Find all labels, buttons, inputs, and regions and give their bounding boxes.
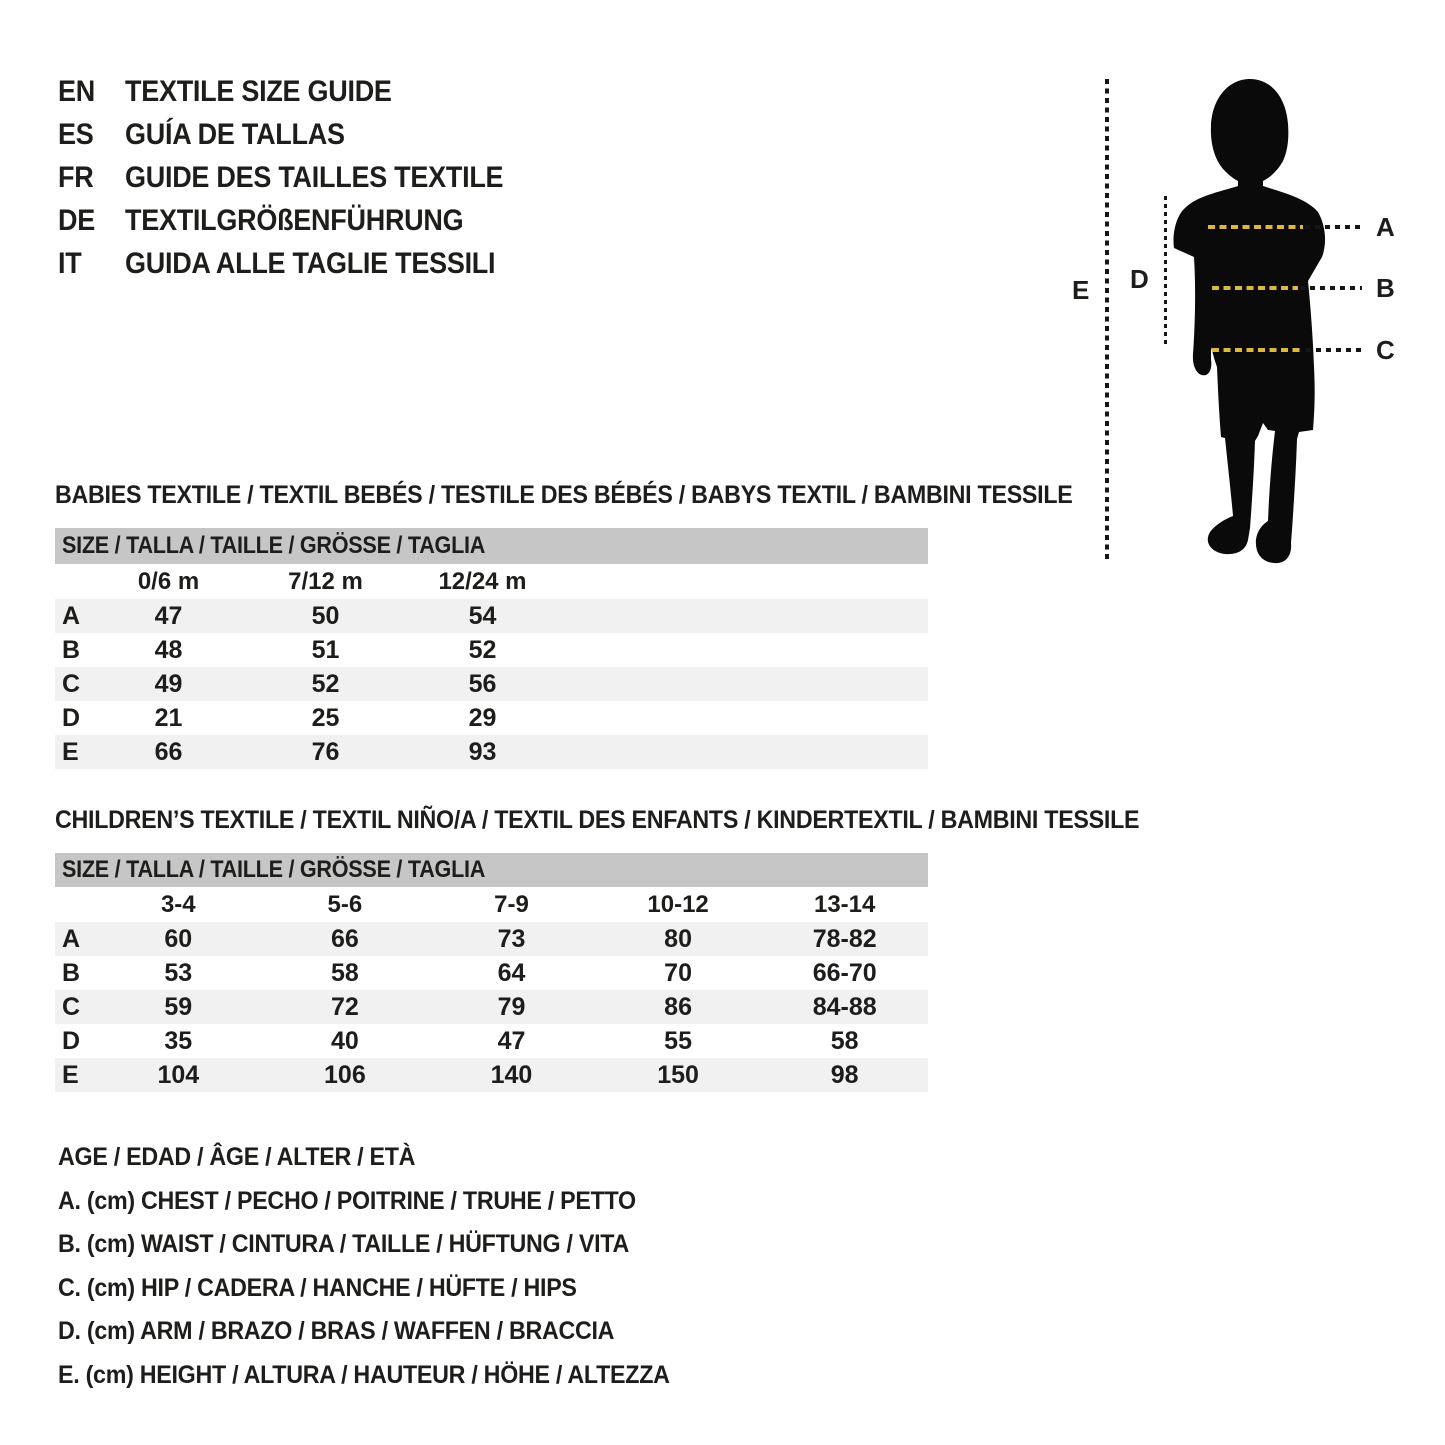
table-row — [55, 633, 928, 667]
language-row — [58, 156, 545, 199]
table-cell: 66-70 — [812, 958, 877, 987]
legend-line-hip: C. (cm) HIP / CADERA / HANCHE / HÜFTE / HIPS — [58, 1273, 577, 1302]
table-cell: 47 — [497, 1026, 526, 1055]
language-title-list — [58, 70, 545, 285]
measure-label-b: B — [1376, 273, 1395, 303]
guide-title: GUIDA ALLE TAGLIE TESSILI — [125, 246, 496, 280]
table-cell: 48 — [154, 635, 183, 664]
table-cell: 47 — [154, 601, 183, 630]
table-cell: 66 — [330, 924, 359, 953]
babies-size-table — [55, 528, 928, 769]
table-cell: 98 — [830, 1060, 859, 1089]
legend-line-height: E. (cm) HEIGHT / ALTURA / HAUTEUR / HÖHE / ALTEZZA — [58, 1360, 670, 1389]
language-row — [58, 113, 545, 156]
table-cell: 56 — [468, 669, 497, 698]
row-label: E — [62, 1060, 79, 1089]
table-cell: 52 — [468, 635, 497, 664]
size-header-bar: SIZE / TALLA / TAILLE / GRÖSSE / TAGLIA — [55, 853, 928, 887]
row-label: A — [62, 601, 81, 630]
table-cell: 58 — [830, 1026, 859, 1055]
table-cell: 50 — [311, 601, 340, 630]
row-label: B — [62, 635, 81, 664]
table-cell: 29 — [468, 703, 497, 732]
arm-measure-line-d — [1164, 196, 1167, 345]
table-cell: 49 — [154, 669, 183, 698]
guide-title: TEXTILE SIZE GUIDE — [125, 74, 392, 108]
table-cell: 64 — [497, 958, 526, 987]
table-row — [55, 922, 928, 956]
table-cell: 70 — [664, 958, 692, 987]
language-row — [58, 199, 545, 242]
size-header-bar: SIZE / TALLA / TAILLE / GRÖSSE / TAGLIA — [55, 528, 928, 564]
measurement-legend — [58, 1136, 716, 1397]
row-label: D — [62, 1026, 81, 1055]
table-cell: 80 — [664, 924, 692, 953]
table-row — [55, 990, 928, 1024]
table-cell: 60 — [164, 924, 193, 953]
table-row — [55, 667, 928, 701]
legend-line-waist: B. (cm) WAIST / CINTURA / TAILLE / HÜFTUNG / VITA — [58, 1230, 630, 1259]
table-cell: 40 — [330, 1026, 359, 1055]
language-code: FR — [58, 160, 94, 194]
table-cell: 140 — [490, 1060, 533, 1089]
column-header: 0/6 m — [137, 567, 200, 595]
legend-line-age: AGE / EDAD / ÂGE / ALTER / ETÀ — [58, 1143, 416, 1172]
column-header: 5-6 — [327, 890, 363, 918]
table-row — [55, 735, 928, 769]
table-cell: 84-88 — [812, 992, 877, 1021]
table-cell: 150 — [657, 1060, 699, 1089]
row-label: E — [62, 737, 79, 766]
measure-label-d: D — [1130, 264, 1149, 294]
guide-title: TEXTILGRÖßENFÜHRUNG — [125, 203, 464, 237]
measure-label-c: C — [1376, 335, 1395, 365]
table-cell: 104 — [157, 1060, 200, 1089]
table-cell: 79 — [497, 992, 526, 1021]
table-row — [55, 956, 928, 990]
language-row — [58, 70, 545, 113]
table-row — [55, 1058, 928, 1092]
table-cell: 66 — [154, 737, 183, 766]
language-row — [58, 242, 545, 285]
language-code: DE — [58, 203, 95, 237]
guide-title: GUIDE DES TAILLES TEXTILE — [125, 160, 504, 194]
children-size-table — [55, 853, 928, 1092]
table-row — [55, 1024, 928, 1058]
column-header: 7-9 — [494, 890, 529, 918]
column-header: 7/12 m — [288, 567, 363, 595]
table-cell: 52 — [311, 669, 340, 698]
table-cell: 53 — [164, 958, 193, 987]
table-cell: 93 — [468, 737, 497, 766]
hip-measure-dash-yellow — [1212, 348, 1304, 352]
table-cell: 54 — [468, 601, 497, 630]
children-section-title: CHILDREN’S TEXTILE / TEXTIL NIÑO/A / TEXTIL DES ENFANTS / KINDERTEXTIL / BAMBINI TESSILE — [55, 805, 1140, 834]
table-cell: 59 — [164, 992, 193, 1021]
column-header-row — [55, 887, 928, 922]
waist-measure-dash-black — [1300, 286, 1362, 290]
chest-measure-dash-yellow — [1208, 225, 1303, 229]
column-header-row — [55, 564, 928, 599]
table-cell: 106 — [324, 1060, 366, 1089]
table-cell: 55 — [664, 1026, 692, 1055]
table-cell: 73 — [497, 924, 526, 953]
row-label: B — [62, 958, 81, 987]
column-header: 12/24 m — [438, 567, 527, 595]
table-row — [55, 701, 928, 735]
language-code: ES — [58, 117, 94, 151]
row-label: D — [62, 703, 81, 732]
measure-label-a: A — [1376, 212, 1395, 242]
table-cell: 51 — [311, 635, 340, 664]
table-cell: 35 — [164, 1026, 193, 1055]
legend-line-chest: A. (cm) CHEST / PECHO / POITRINE / TRUHE / PETTO — [58, 1186, 636, 1215]
table-cell: 86 — [664, 992, 692, 1021]
column-header: 3-4 — [160, 890, 196, 918]
column-header: 10-12 — [647, 890, 709, 918]
chest-measure-dash-black — [1305, 225, 1362, 229]
guide-title: GUÍA DE TALLAS — [125, 117, 345, 151]
language-code: IT — [58, 246, 82, 280]
row-label: C — [62, 669, 81, 698]
table-cell: 25 — [311, 703, 340, 732]
row-label: A — [62, 924, 81, 953]
table-cell: 78-82 — [812, 924, 877, 953]
measure-label-e: E — [1072, 275, 1090, 305]
table-row — [55, 599, 928, 633]
table-cell: 58 — [330, 958, 359, 987]
column-header: 13-14 — [813, 890, 876, 918]
child-silhouette-figure — [1165, 75, 1345, 575]
row-label: C — [62, 992, 81, 1021]
legend-line-arm: D. (cm) ARM / BRAZO / BRAS / WAFFEN / BRACCIA — [58, 1317, 615, 1346]
table-cell: 21 — [154, 703, 183, 732]
waist-measure-dash-yellow — [1212, 286, 1298, 290]
table-cell: 72 — [330, 992, 359, 1021]
language-code: EN — [58, 74, 95, 108]
hip-measure-dash-black — [1306, 348, 1362, 352]
babies-section-title: BABIES TEXTILE / TEXTIL BEBÉS / TESTILE DES BÉBÉS / BABYS TEXTIL / BAMBINI TESSILE — [55, 480, 1073, 509]
table-cell: 76 — [311, 737, 340, 766]
